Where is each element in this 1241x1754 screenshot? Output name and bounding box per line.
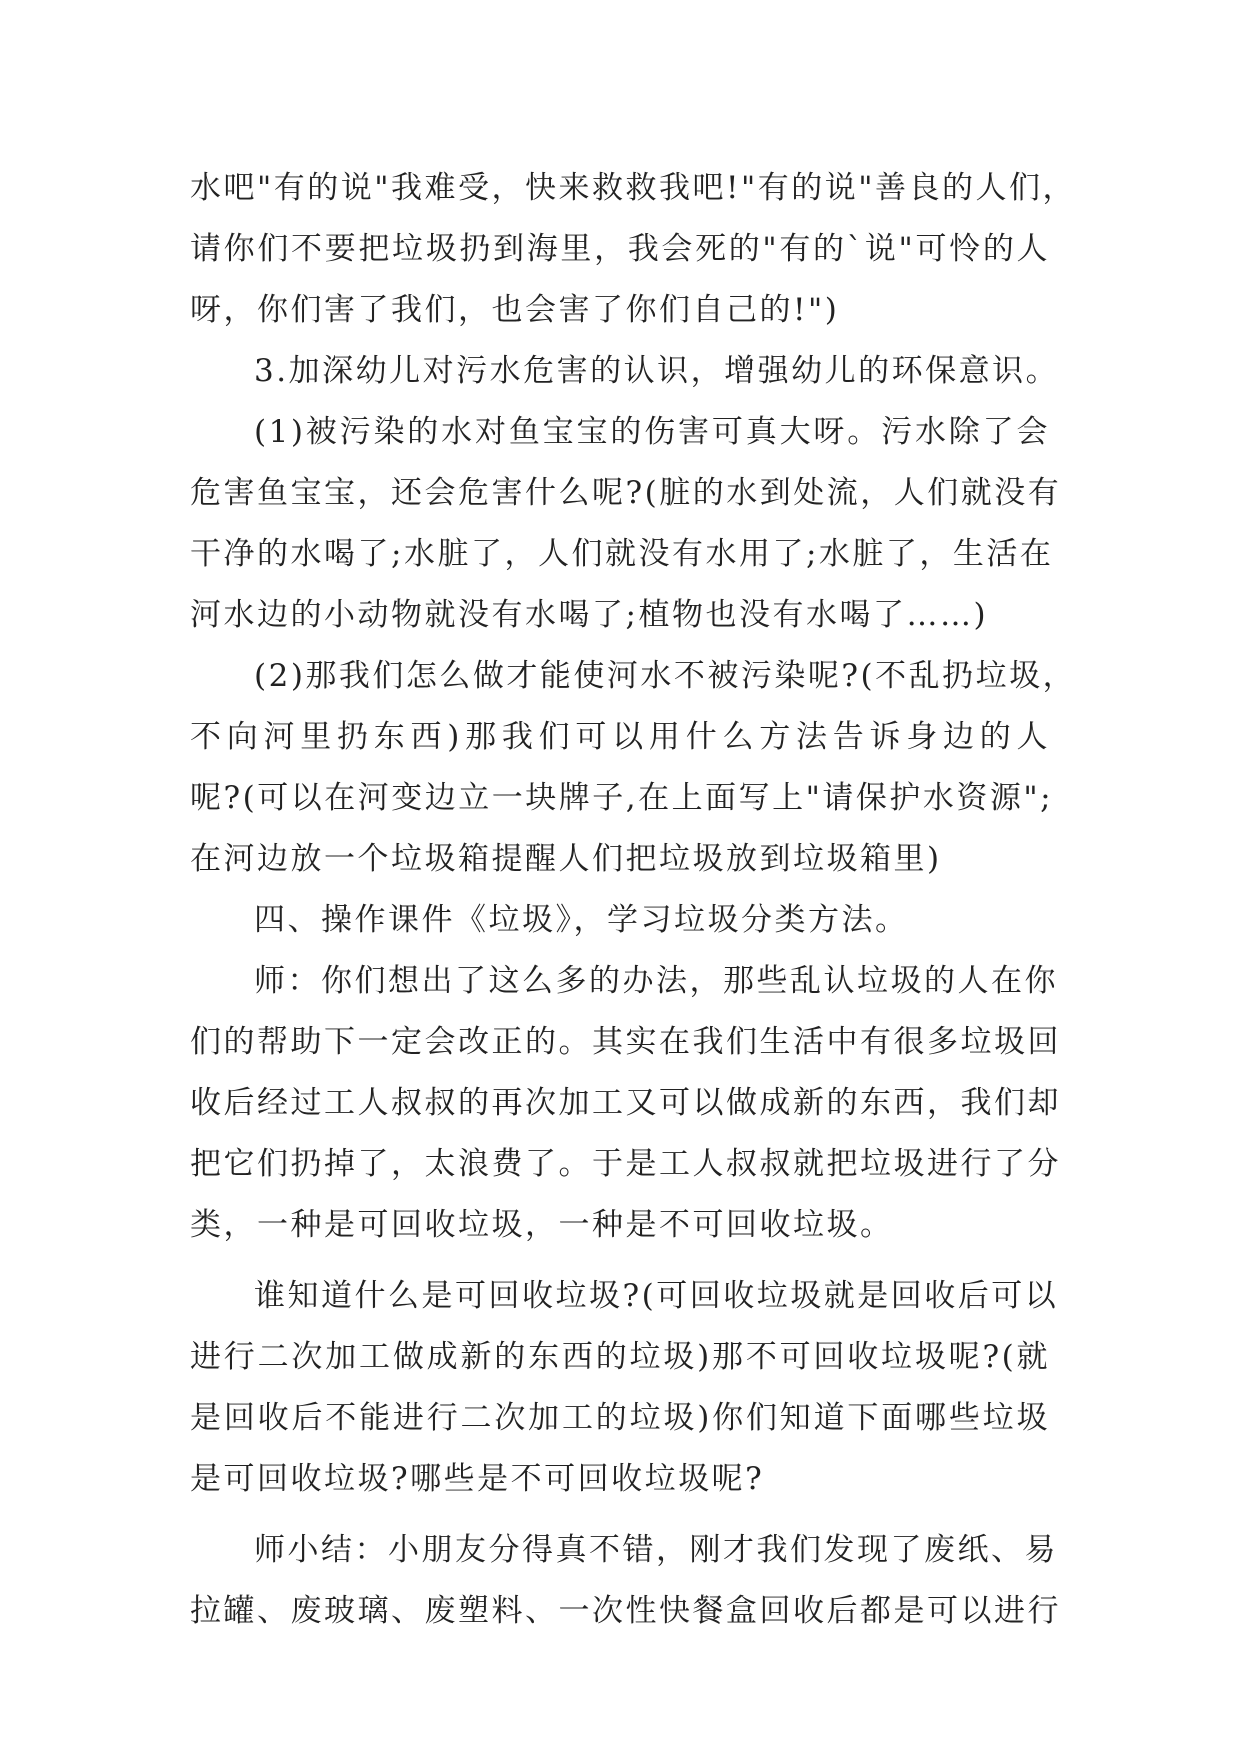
text-line: 呀，你们害了我们，也会害了你们自己的!") bbox=[190, 292, 840, 328]
text-line: 们的帮助下一定会改正的。其实在我们生活中有很多垃圾回 bbox=[190, 1024, 1061, 1060]
text-line: 师小结：小朋友分得真不错，刚才我们发现了废纸、易 bbox=[254, 1532, 1058, 1568]
text-line: 师：你们想出了这么多的办法，那些乱认垃圾的人在你 bbox=[254, 963, 1058, 999]
text-line: 水吧"有的说"我难受，快来救救我吧!"有的说"善良的人们， bbox=[190, 170, 1076, 206]
body-text bbox=[190, 158, 1077, 1642]
text-line: 谁知道什么是可回收垃圾?(可回收垃圾就是回收后可以 bbox=[254, 1278, 1059, 1314]
text-line: 在河边放一个垃圾箱提醒人们把垃圾放到垃圾箱里) bbox=[190, 841, 942, 877]
text-line: 进行二次加工做成新的东西的垃圾)那不可回收垃圾呢?(就 bbox=[190, 1339, 1050, 1375]
text-line: (2)那我们怎么做才能使河水不被污染呢?(不乱扔垃圾， bbox=[254, 658, 1077, 694]
paragraph-heading: 3.加深幼儿对污水危害的认识，增强幼儿的环保意识。 bbox=[254, 353, 1060, 389]
text-line: 拉罐、废玻璃、废塑料、一次性快餐盒回收后都是可以进行 bbox=[190, 1593, 1061, 1629]
text-line: 收后经过工人叔叔的再次加工又可以做成新的东西，我们却 bbox=[190, 1085, 1061, 1121]
text-line: 呢?(可以在河变边立一块牌子,在上面写上"请保护水资源"; bbox=[190, 780, 1054, 816]
text-line: 干净的水喝了;水脏了，人们就没有水用了;水脏了，生活在 bbox=[190, 536, 1054, 572]
text-line: 类，一种是可回收垃圾，一种是不可回收垃圾。 bbox=[190, 1207, 894, 1243]
text-line: 危害鱼宝宝，还会危害什么呢?(脏的水到处流，人们就没有 bbox=[190, 475, 1062, 511]
text-line: 是可回收垃圾?哪些是不可回收垃圾呢? bbox=[190, 1461, 765, 1497]
text-line: 请你们不要把垃圾扔到海里，我会死的"有的`说"可怜的人 bbox=[190, 231, 1050, 267]
text-line: 是回收后不能进行二次加工的垃圾)你们知道下面哪些垃圾 bbox=[190, 1400, 1050, 1436]
text-line: 河水边的小动物就没有水喝了;植物也没有水喝了……) bbox=[190, 597, 989, 633]
text-line: (1)被污染的水对鱼宝宝的伤害可真大呀。污水除了会 bbox=[254, 414, 1050, 450]
text-line: 不向河里扔东西)那我们可以用什么方法告诉身边的人 bbox=[190, 719, 1050, 755]
text-line: 把它们扔掉了，太浪费了。于是工人叔叔就把垃圾进行了分 bbox=[190, 1146, 1061, 1182]
section-heading: 四、操作课件《垃圾》，学习垃圾分类方法。 bbox=[254, 902, 909, 938]
